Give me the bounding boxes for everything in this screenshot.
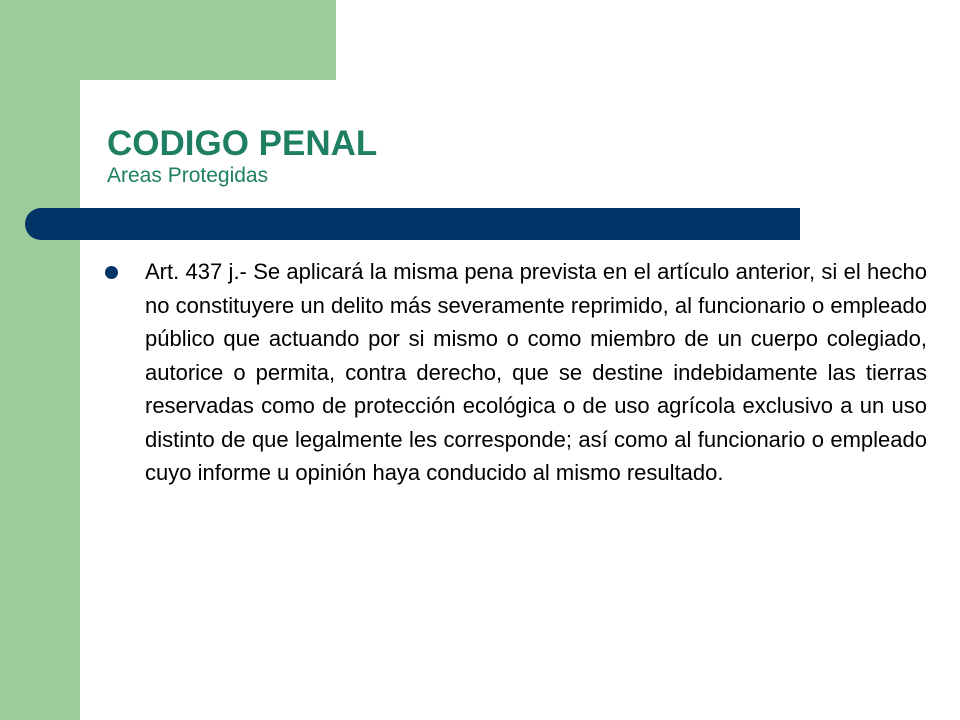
bullet-text: Art. 437 j.- Se aplicará la misma pena prevista en el artículo anterior, si el hecho no constituyere un delito más severamente reprimido, al funcionario o empleado público que actuando por si mismo o como miembro de un cuerpo colegiado, autorice o permita, contra derecho, que se destine indebidamente las tierras reservadas como de protección ecológica o de uso agrícola exclusivo a un uso distinto de que legalmente les corresponde; así como al funcionario o empleado cuyo informe u opinión haya conducido al mismo resultado.: [145, 259, 927, 485]
bullet-list: [105, 255, 927, 490]
title-block: [107, 124, 807, 188]
slide-subtitle: Areas Protegidas: [107, 164, 269, 187]
title-divider-bar: [25, 208, 800, 240]
list-item: [105, 255, 927, 490]
green-side-stripe: [0, 0, 80, 720]
slide-title: CODIGO PENAL: [107, 124, 378, 163]
bullet-icon: [105, 266, 118, 279]
